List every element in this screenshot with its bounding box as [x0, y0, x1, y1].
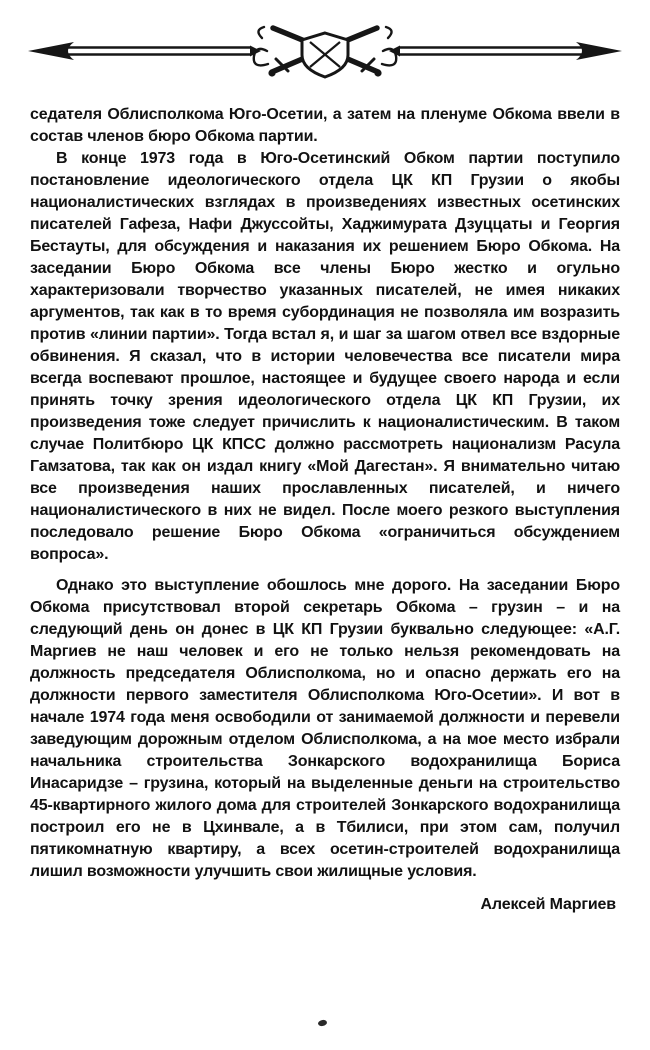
paragraph: В конце 1973 года в Юго-Осетинский Обком партии поступило постановление идеологического отдела ЦК КП Грузии о якобы националистических взглядах в произведениях известных осетинских писателей Гафеза, Нафи Джуссойты, Хаджимурата Дзуццаты и Георгия Бестауты, для обсуждения и наказания их решением Бюро Обкома. На заседании Бюро Обкома все члены Бюро жестко и огульно характеризовали творчество указанных писателей, не имея никаких аргументов, так как в то время субординация не позволяла им возразить против «линии партии». Тогда встал я, и шаг за шагом отвел все вздорные обвинения. Я сказал, что в истории человечества все писатели мира всегда воспевают прошлое, настоящее и будущее своего народа и если принять точку зрения идеологического отдела ЦК КП Грузии, их произведения тоже следует причислить к националистическим. В таком случае Политбюро ЦК КПСС должно рассмотреть национализм Расула Гамзатова, так как он издал книгу «Мой Дагестан». Я внимательно читаю все произведения наших прославленных писателей, и ничего националистического в них не видел. После моего резкого выступления последовало решение Бюро Обкома «ограничиться обсуждением вопроса». — [30, 150, 620, 563]
body-text — [30, 104, 620, 883]
paragraph: Однако это выступление обошлось мне дорого. На заседании Бюро Обкома присутствовал второй секретарь Обкома – грузин – и на следующий день он донес в ЦК КП Грузии буквально следующее: «А.Г. Маргиев не наш человек и его не только нельзя рекомендовать на должность председателя Облисполкома, но и опасно держать его на должности первого заместителя Облисполкома Юго-Осетии». И вот в начале 1974 года меня освободили от занимаемой должности и перевели заведующим дорожным отделом Облисполкома, а на мое место избрали начальника строительства Зонкарского водохранилища Бориса Инасаридзе – грузина, который на выделенные деньги на строительство 45-квартирного жилого дома для строителей Зонкарского водохранилища построил его не в Цхинвале, а в Тбилиси, при этом сам, получил пятикомнатную квартиру, а всех осетин-строителей водохранилища лишил возможности улучшить свои жилищные условия. — [30, 577, 620, 880]
crossed-sabers-divider-icon — [0, 22, 650, 80]
author-signature: Алексей Маргиев — [480, 896, 616, 913]
book-page — [0, 22, 650, 1050]
paragraph: седателя Облисполкома Юго-Осетии, а затем на пленуме Обкома ввели в состав членов бюро Обкома партии. — [30, 106, 620, 145]
scan-artifact-mark — [317, 1019, 327, 1027]
